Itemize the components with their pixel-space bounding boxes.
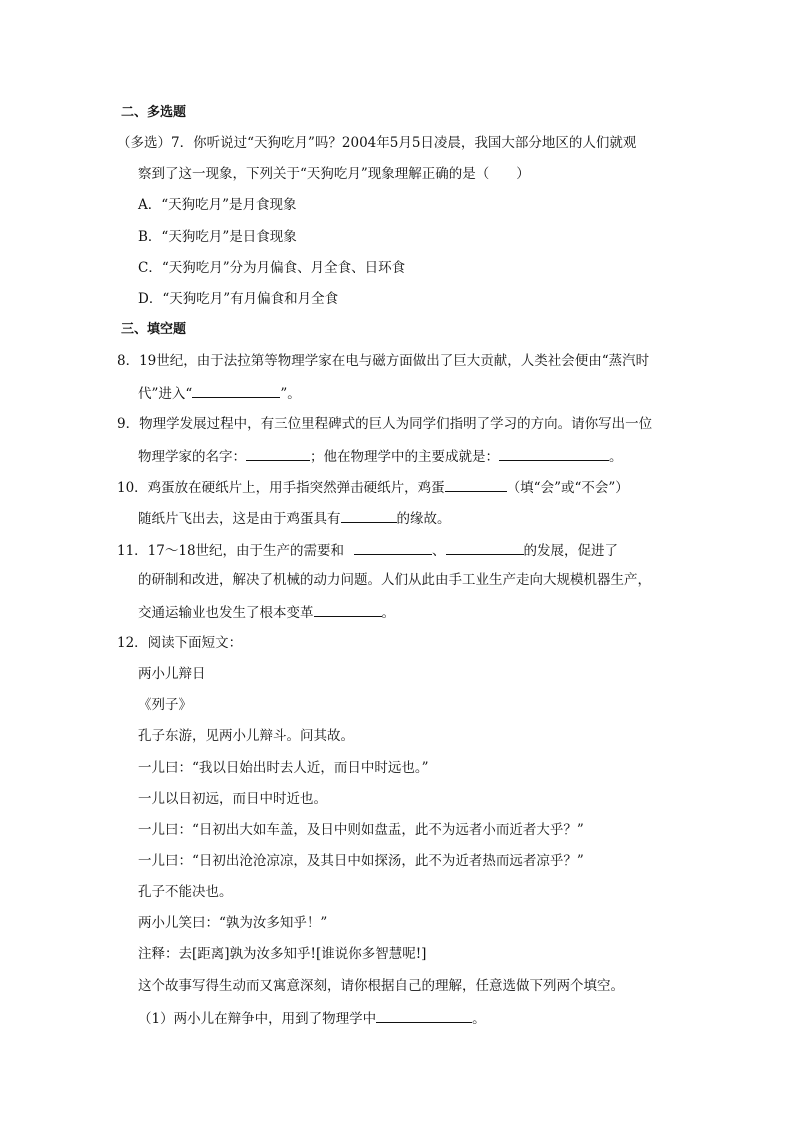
question-12-sub-1-text-b: 。: [472, 1011, 486, 1027]
passage-line-1: 孔子东游，见两小儿辩斗。问其故。: [138, 728, 354, 744]
question-11-text-d: 交通运输业也发生了根本变革: [138, 605, 314, 621]
question-10-text-d: 的缘故。: [396, 511, 451, 527]
passage-line-6: 孔子不能决也。: [138, 884, 233, 900]
question-7-option-d: D．“天狗吃月”有月偏食和月全食: [138, 291, 339, 307]
question-10-line-1: [117, 477, 629, 497]
question-8-text-a: 代”进入“: [138, 386, 193, 402]
question-9-line-2: [138, 446, 623, 466]
question-11-text-c: 的发展，促进了: [523, 543, 619, 559]
question-9-achievement-blank[interactable]: [499, 446, 609, 461]
question-11-blank-2[interactable]: [446, 540, 524, 555]
question-8-text-b: ”。: [280, 386, 301, 402]
question-7-option-b: B．“天狗吃月”是日食现象: [138, 229, 297, 245]
question-10-blank-1[interactable]: [445, 477, 507, 492]
section-heading-multiple-choice: 二、多选题: [121, 105, 187, 120]
question-11-text-e: 。: [381, 605, 395, 621]
question-9-name-blank[interactable]: [246, 446, 310, 461]
question-11-text-a: 11．17～18世纪，由于生产的需要和: [117, 543, 345, 559]
question-9-text-b: ；他在物理学中的主要成就是：: [310, 449, 499, 465]
question-11-blank-1[interactable]: [354, 540, 432, 555]
question-8-answer-blank[interactable]: [192, 383, 280, 398]
question-8-line-1: 8．19世纪，由于法拉第等物理学家在电与磁方面做出了巨大贡献，人类社会便由“蒸汽时: [117, 353, 650, 369]
question-9-line-1: 9．物理学发展过程中，有三位里程碑式的巨人为同学们指明了学习的方向。请你写出一位: [117, 416, 653, 432]
question-12-intro: 12．阅读下面短文：: [117, 635, 243, 651]
passage-line-5: 一儿曰：“日初出沧沧凉凉，及其日中如探汤，此不为近者热而远者凉乎？”: [138, 853, 584, 869]
question-10-line-2: [138, 508, 451, 528]
passage-source: 《列子》: [138, 697, 192, 713]
passage-line-2: 一儿曰：“我以日始出时去人近，而日中时远也。”: [138, 760, 429, 776]
question-11-line-3: [138, 602, 395, 622]
question-12-sub-1-text-a: （1）两小儿在辩争中，用到了物理学中: [138, 1011, 377, 1027]
question-7-line-2: 察到了这一现象，下列关于“天狗吃月”现象理解正确的是（ ）: [138, 166, 530, 182]
passage-line-7: 两小儿笑曰：“孰为汝多知乎！”: [138, 915, 328, 931]
question-10-blank-2[interactable]: [341, 508, 397, 523]
question-7-option-a: A．“天狗吃月”是月食现象: [138, 197, 297, 213]
question-9-text-a: 物理学家的名字：: [138, 449, 246, 465]
question-11-line-1: [117, 540, 618, 560]
question-11-blank-3[interactable]: [314, 602, 382, 617]
question-7-line-1: （多选）7．你听说过“天狗吃月”吗？2004年5月5日凌晨，我国大部分地区的人们就观: [117, 135, 637, 151]
passage-line-3: 一儿以日初远，而日中时近也。: [138, 791, 327, 807]
passage-title: 两小儿辩日: [138, 666, 206, 682]
question-7-option-c: C．“天狗吃月”分为月偏食、月全食、日环食: [138, 260, 406, 276]
question-12-instruction: 这个故事写得生动而又寓意深刻，请你根据自己的理解，任意选做下列两个填空。: [138, 978, 624, 994]
passage-note: 注释：去[距离]孰为汝多知乎![谁说你多智慧呢!]: [138, 946, 427, 962]
question-12-sub-1-blank[interactable]: [376, 1008, 472, 1023]
question-10-text-a: 10．鸡蛋放在硬纸片上，用手指突然弹击硬纸片，鸡蛋: [117, 480, 445, 496]
question-12-sub-1: [138, 1008, 486, 1028]
passage-line-4: 一儿曰：“日初出大如车盖，及日中则如盘盂，此不为远者小而近者大乎？”: [138, 822, 584, 838]
section-heading-fill-in: 三、填空题: [121, 322, 187, 337]
question-10-text-c: 随纸片飞出去，这是由于鸡蛋具有: [138, 511, 341, 527]
question-8-line-2: [138, 383, 301, 403]
question-11-line-2: 的研制和改进，解决了机械的动力问题。人们从此由手工业生产走向大规模机器生产，: [138, 572, 651, 588]
question-11-text-b: 、: [432, 543, 446, 559]
question-9-text-c: 。: [609, 449, 623, 465]
question-10-text-b: （填“会”或“不会”）: [506, 480, 629, 496]
